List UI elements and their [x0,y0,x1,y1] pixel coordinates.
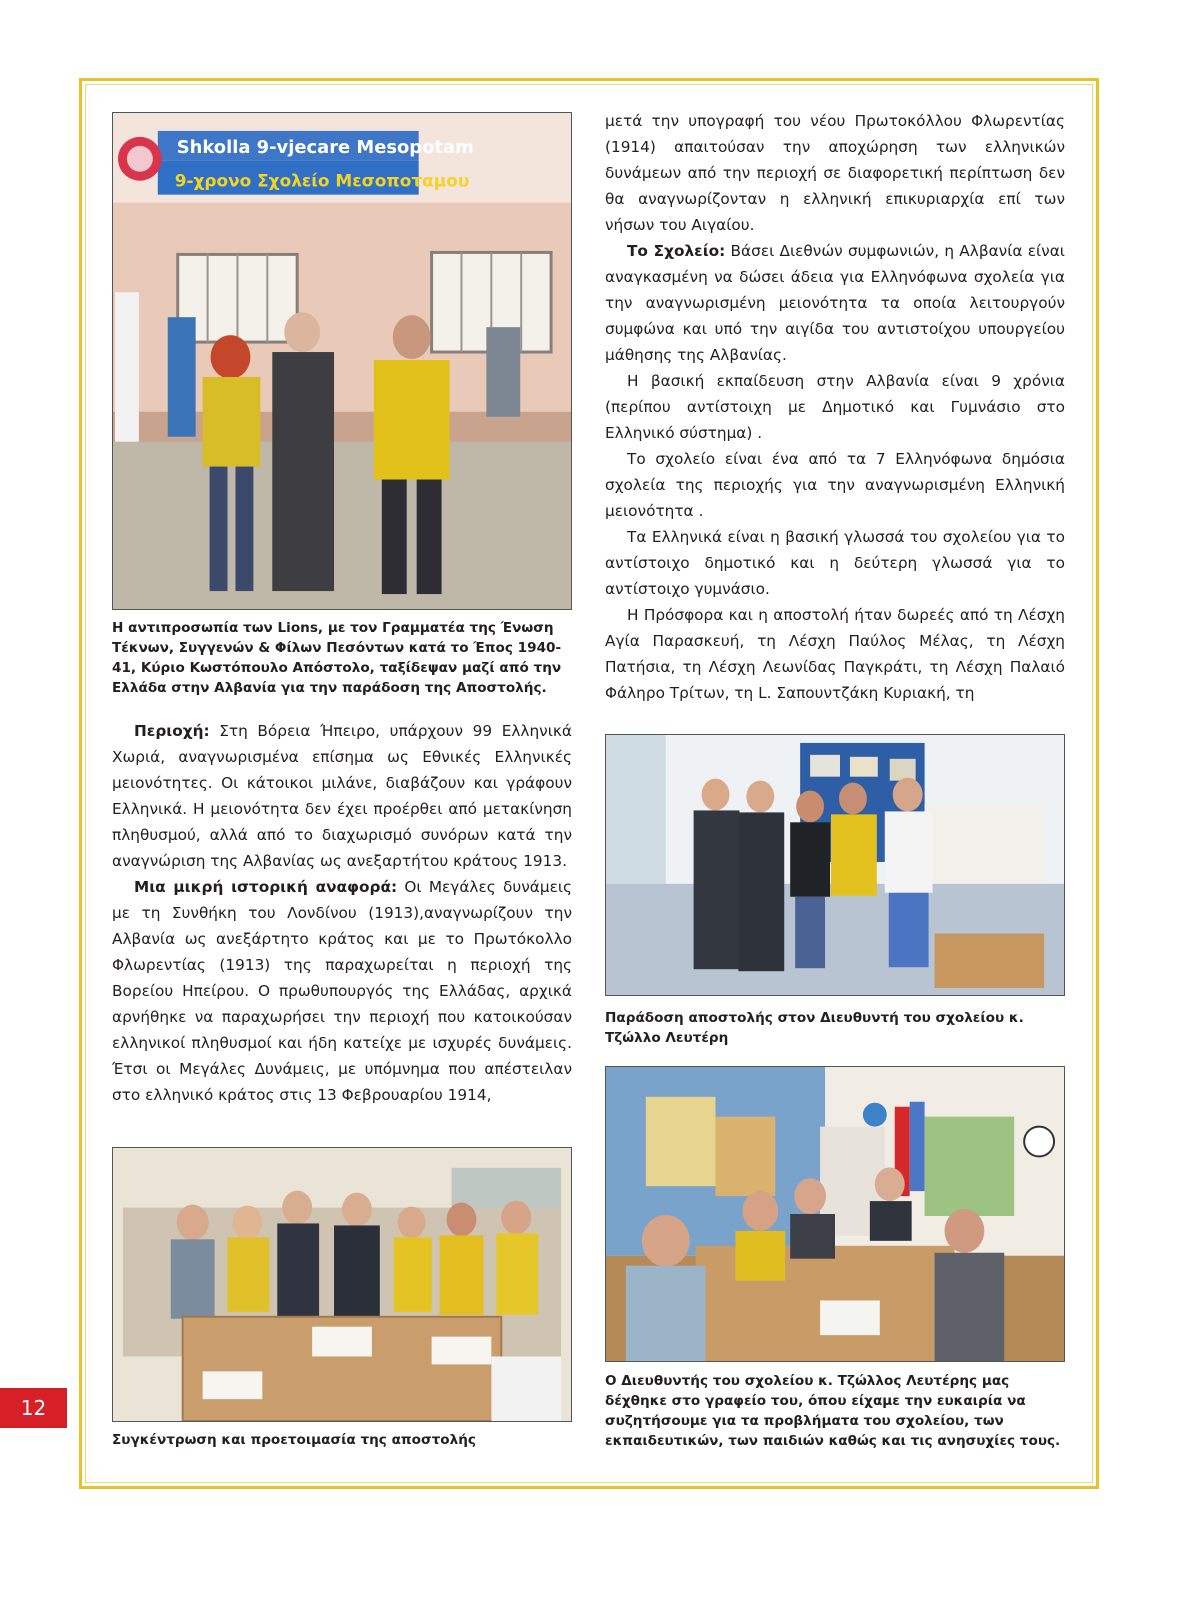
photo1-caption: Η αντιπροσωπία των Lions, με τον Γραμματέα της Ένωση Τέκνων, Συγγενών & Φίλων Πεσόντων κατά το Έπος 1940-41, Κύριο Κωστόπουλο Απόστολο, ταξίδεψαν μαζί από την Ελλάδα στην Αλβανία για την παράδοση της Αποστολής. [112,620,562,696]
left-column [112,718,572,1108]
paragraph-education: Η βασική εκπαίδευση στην Αλβανία είναι 9 χρόνια (περίπου αντίστοιχη με Δημοτικό και Γυμνάσιο στο Ελληνικό σύστημα) . [605,372,1065,442]
photo4-caption: Ο Διευθυντής του σχολείου κ. Τζώλλος Λευτέρης μας δέχθηκε στο γραφείο του, όπου είχαμε την ευκαιρία να συζητήσουμε για τα προβλήματα του σχολείου, των εκπαιδευτικών, των παιδιών καθώς και τις ανησυχίες τους. [605,1373,1061,1449]
paragraph-language: Τα Ελληνικά είναι η βασική γλωσσά του σχολείου για το αντίστοιχο δημοτικό και η δεύτερη γλωσσά για το αντίστοιχο γυμνάσιο. [605,528,1065,598]
photo-delivery [605,734,1065,996]
label-region: Περιοχή: [134,722,210,740]
paragraph-greek-schools: Το σχολείο είναι ένα από τα 7 Ελληνόφωνα δημόσια σχολεία της περιοχής για την αναγνωρισμένη Ελληνική μειονότητα . [605,450,1065,520]
paragraph-school: Το Σχολείο: Βάσει Διεθνών συμφωνιών, η Αλβανία είναι αναγκασμένη να δώσει άδεια για Ελληνόφωνα σχολεία για την αναγνωρισμένη μειονότητα τα οποία λειτουργούν συμφώνα και υπό την αιγίδα του αντιστοίχου υπουργείου μάθησης της Αλβανίας. [605,242,1065,364]
label-history: Μια μικρή ιστορική αναφορά: [134,878,398,896]
photo-gathering [112,1147,572,1422]
label-school: Το Σχολείο: [627,242,726,260]
paragraph-continuation: μετά την υπογραφή του νέου Πρωτοκόλλου Φλωρεντίας (1914) απαιτούσαν την αποχώρηση των ελληνικών δυνάμεων από την περιοχή σε διαφορετική περίπτωση δεν θα αναγνωρίζονταν η ελληνική επικυριαρχία επί των νήσων του Αιγαίου. [605,112,1065,234]
right-column [605,108,1065,706]
photo3-caption: Παράδοση αποστολής στον Διευθυντή του σχολείου κ. Τζώλλο Λευτέρη [605,1010,1024,1046]
page-number: 12 [0,1388,67,1428]
paragraph-region: Περιοχή: Στη Βόρεια Ήπειρο, υπάρχουν 99 Ελληνικά Χωριά, αναγνωρισμένα επίσημα ως Εθνικές Ελληνικές μειονότητες. Οι κάτοικοι μιλάνε, διαβάζουν και γράφουν Ελληνικά. Η μειονότητα δεν έχει προέρθει από μετακίνηση πληθυσμού, αλλά από το διαχωρισμό συνόρων κατά την αναγνώριση της Αλβανίας ως ανεξαρτήτου κράτους 1913. [112,722,572,870]
paragraph-donations: Η Πρόσφορα και η αποστολή ήταν δωρεές από τη Λέσχη Αγία Παρασκευή, τη Λέσχη Παύλος Μέλας, τη Λέσχη Πατήσια, τη Λέσχη Λεωνίδας Παγκράτι, τη Λέσχη Παλαιό Φάληρο Τρίτων, τη L. Σαπουντζάκη Κυριακή, τη [605,606,1065,702]
photo-office [605,1066,1065,1362]
sign-line-1: Shkolla 9-vjecare Mesopotam [176,136,474,158]
sign-line-2: 9-χρονο Σχολείο Μεσοποταμου [174,170,470,191]
paragraph-history: Μια μικρή ιστορική αναφορά: Οι Μεγάλες δυνάμεις με τη Συνθήκη του Λονδίνου (1913),αναγνωρίζουν την Αλβανία ως ανεξάρτητο κράτος και με το Πρωτόκολλο Φλωρεντίας (1913) της παραχωρείται η περιοχή της Βορείου Ηπείρου. Ο πρωθυπουργός της Ελλάδας, αρχικά αρνήθηκε να παραχωρήσει την περιοχή που κατοικούσαν ελληνικοί πληθυσμοί και ήδη κατείχε με ισχυρές δυνάμεις. Έτσι οι Μεγάλες Δυνάμεις, με υπόμνημα που απέστειλαν στο ελληνικό κράτος στις 13 Φεβρουαρίου 1914, [112,878,572,1104]
photo2-caption: Συγκέντρωση και προετοιμασία της αποστολής [112,1432,476,1448]
photo-school-entrance [112,112,572,610]
